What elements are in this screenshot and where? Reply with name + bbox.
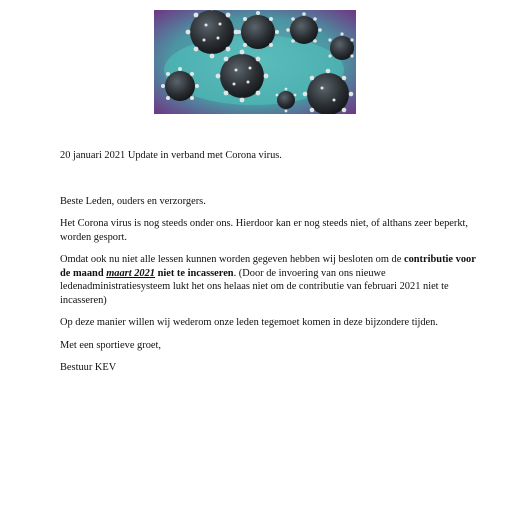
- not-collect-bold-text: niet te incasseren: [155, 267, 234, 279]
- paragraph-2: [60, 253, 480, 307]
- paragraph-1: Het Corona virus is nog steeds onder ons. Hierdoor kan er nog steeds niet, of althans zeer beperkt, worden gesport.: [60, 218, 469, 243]
- paragraph-2-intro: Omdat ook nu niet alle lessen kunnen worden gegeven hebben wij besloten om de: [60, 254, 404, 265]
- greeting: Beste Leden, ouders en verzorgers.: [60, 195, 206, 207]
- coronavirus-image: [154, 10, 356, 114]
- month-highlight: maart 2021: [106, 267, 155, 279]
- signature: Bestuur KEV: [60, 362, 117, 373]
- closing: Met een sportieve groet,: [60, 339, 161, 351]
- letter-body: [60, 149, 480, 375]
- paragraph-2-note: . (Door de invoering van ons nieuwe ledenadministratiesysteem lukt het ons helaas niet om de contributie van februari 2021 niet te incasseren): [60, 267, 449, 306]
- coronavirus-illustration-icon: [154, 10, 356, 114]
- date-heading: 20 januari 2021 Update in verband met Corona virus.: [60, 150, 282, 161]
- paragraph-3: Op deze manier willen wij wederom onze leden tegemoet komen in deze bijzondere tijden.: [60, 317, 438, 328]
- contribution-bold-text: contributie voor de maand: [60, 254, 476, 279]
